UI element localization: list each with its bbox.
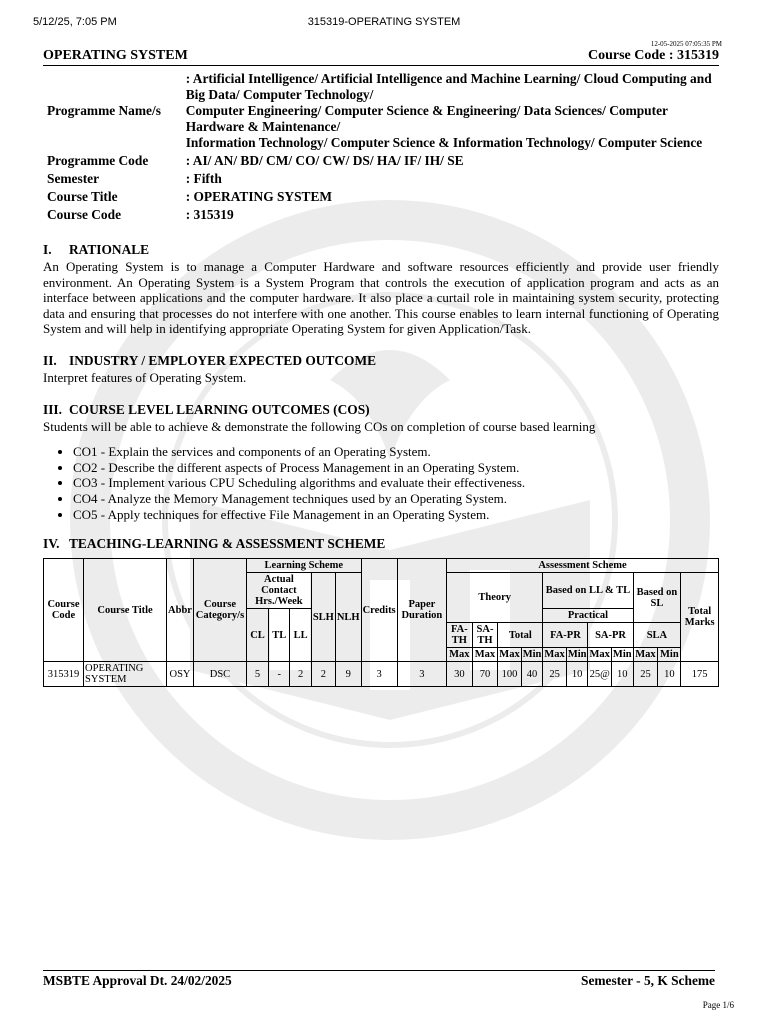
col-course-code: Course Code [44, 559, 84, 662]
col-total-marks: Total Marks [681, 573, 719, 662]
course-title-label: Course Title [47, 189, 118, 204]
col-max: Max [472, 648, 498, 662]
cell-course-title: OPERATING SYSTEM [84, 662, 167, 687]
group-based-sl: Based on SL [633, 573, 681, 623]
approval-date: MSBTE Approval Dt. 24/02/2025 [43, 973, 232, 988]
semester-row [45, 170, 719, 188]
programme-names-line: Computer Engineering/ Computer Science & Engineering/ Data Sciences/ Computer Hardware & Maintenance/ [185, 103, 668, 134]
cell-total-min: 40 [521, 662, 543, 687]
cell-tl: - [269, 662, 290, 687]
section-number: III. [43, 401, 62, 417]
rationale-heading [43, 242, 719, 258]
col-cl: CL [246, 609, 268, 662]
course-title-row [45, 188, 719, 206]
col-slh: SLH [311, 573, 335, 662]
programme-names-value [184, 70, 719, 152]
col-min: Min [567, 649, 587, 661]
col-credits: Credits [361, 559, 397, 662]
col-fa-pr: FA-PR [543, 623, 588, 648]
rationale-text: An Operating System is to manage a Computer Hardware and software resources efficiently and provide user friendly environment. An Operating System is a System Program that controls the execution of application program and acts as an interface between applications and the computer hardware. It also place a curtail role in maintaining system security, protecting data and ensuring that processes do not interfere with one another. This course enables to learn internal functioning of Operating System and will help in identifying appropriate Operating System for given Application/Task. [43, 259, 719, 337]
industry-outcome-heading [43, 353, 719, 369]
col-max: Max [447, 648, 473, 662]
semester-value: : Fifth [185, 171, 222, 186]
col-theory-total: Total [498, 623, 543, 648]
col-sa-pr: SA-PR [588, 623, 633, 648]
semester-label: Semester [47, 171, 100, 186]
cell-paper-duration: 3 [397, 662, 446, 687]
teaching-assessment-table [43, 558, 719, 687]
cell-nlh: 9 [335, 662, 361, 687]
section-title: INDUSTRY / EMPLOYER EXPECTED OUTCOME [69, 352, 377, 368]
group-learning-scheme: Learning Scheme [246, 559, 361, 573]
cell-sa-pr-max: 25@ [588, 662, 611, 687]
cell-fa-th-max: 30 [447, 662, 473, 687]
list-item: • CO5 - Apply techniques for effective File Management in an Operating System. [73, 507, 719, 523]
cell-ll: 2 [290, 662, 311, 687]
table-row [44, 662, 719, 687]
course-code-label: Course Code [47, 207, 122, 222]
cell-sa-pr-min: 10 [611, 662, 633, 687]
col-max: Max [589, 649, 610, 661]
group-actual-contact: Actual Contact Hrs./Week [246, 573, 311, 609]
course-header-bar [43, 48, 719, 66]
section-title: RATIONALE [69, 242, 150, 257]
programme-names-row [45, 70, 719, 152]
section-number: IV. [43, 536, 60, 552]
section-number: II. [43, 352, 57, 368]
course-outcomes-list [43, 444, 719, 522]
industry-outcome-text: Interpret features of Operating System. [43, 369, 247, 385]
cell-credits: 3 [361, 662, 397, 687]
programme-code-value: : AI/ AN/ BD/ CM/ CO/ CW/ DS/ HA/ IF/ IH/ SE [185, 153, 464, 168]
col-sa-th: SA-TH [472, 623, 498, 648]
cell-sa-th-max: 70 [472, 662, 498, 687]
group-assessment-scheme: Assessment Scheme [447, 559, 719, 573]
col-category: Course Category/s [193, 559, 246, 662]
col-abbr: Abbr [167, 559, 194, 662]
course-outcomes-heading [43, 402, 719, 418]
cell-total-max: 100 [498, 662, 521, 687]
page-footer [43, 970, 715, 989]
col-sla: SLA [633, 623, 681, 648]
semester-scheme: Semester - 5, K Scheme [581, 973, 715, 988]
generated-timestamp: 12-05-2025 07:05:35 PM [650, 40, 722, 48]
list-item: • CO4 - Analyze the Memory Management techniques used by an Operating System. [73, 491, 719, 507]
col-max: Max [544, 649, 565, 661]
course-outcomes-intro: Students will be able to achieve & demonstrate the following COs on completion of course based learning [43, 418, 596, 434]
scheme-heading [43, 536, 719, 552]
section-title: COURSE LEVEL LEARNING OUTCOMES (COS) [69, 401, 370, 417]
section-number: I. [43, 242, 52, 257]
programme-names-line: Information Technology/ Computer Science & Information Technology/ Computer Science [185, 135, 703, 150]
course-code-value: : 315319 [185, 207, 234, 222]
list-item: • CO1 - Explain the services and components of an Operating System. [73, 444, 719, 460]
course-info-table [45, 70, 719, 224]
col-paper-duration: Paper Duration [397, 559, 446, 662]
cell-slh: 2 [311, 662, 335, 687]
col-max: Max [633, 648, 658, 662]
cell-abbr: OSY [167, 662, 194, 687]
cell-course-code: 315319 [44, 662, 84, 687]
col-tl: TL [269, 609, 290, 662]
print-title: 315319-OPERATING SYSTEM [307, 16, 461, 28]
programme-code-label: Programme Code [47, 153, 149, 168]
document-content [43, 48, 719, 687]
cell-fa-pr-min: 10 [566, 662, 588, 687]
programme-names-line: : Artificial Intelligence/ Artificial Intelligence and Machine Learning/ Cloud Computing and Big Data/ Computer Technology/ [185, 71, 712, 102]
print-datetime: 5/12/25, 7:05 PM [33, 16, 117, 28]
cell-total-marks: 175 [681, 662, 719, 687]
cell-sla-max: 25 [633, 662, 658, 687]
group-theory: Theory [447, 573, 543, 623]
cell-category: DSC [193, 662, 246, 687]
course-name-heading: OPERATING SYSTEM [43, 48, 188, 63]
section-title: TEACHING-LEARNING & ASSESSMENT SCHEME [69, 536, 386, 552]
course-code-row [45, 206, 719, 224]
col-nlh: NLH [335, 573, 361, 662]
course-code-heading: Course Code : 315319 [587, 48, 719, 63]
col-fa-th: FA-TH [447, 623, 473, 648]
col-ll: LL [290, 609, 311, 662]
cell-cl: 5 [246, 662, 268, 687]
col-max: Max [499, 649, 520, 661]
group-based-ll-tl: Based on LL & TL [543, 573, 633, 609]
programme-code-row [45, 152, 719, 170]
cell-sla-min: 10 [658, 662, 681, 687]
cell-fa-pr-max: 25 [543, 662, 566, 687]
group-practical: Practical [543, 609, 633, 623]
list-item: • CO3 - Implement various CPU Scheduling algorithms and evaluate their effectiveness. [73, 475, 719, 491]
programme-names-label: Programme Name/s [47, 103, 161, 118]
course-title-value: : OPERATING SYSTEM [185, 189, 333, 204]
col-min: Min [658, 648, 681, 662]
col-min: Min [522, 649, 542, 661]
page-number: Page 1/6 [702, 1000, 734, 1010]
list-item: • CO2 - Describe the different aspects of Process Management in an Operating System. [73, 460, 719, 476]
col-min: Min [612, 649, 632, 661]
col-course-title: Course Title [84, 559, 167, 662]
